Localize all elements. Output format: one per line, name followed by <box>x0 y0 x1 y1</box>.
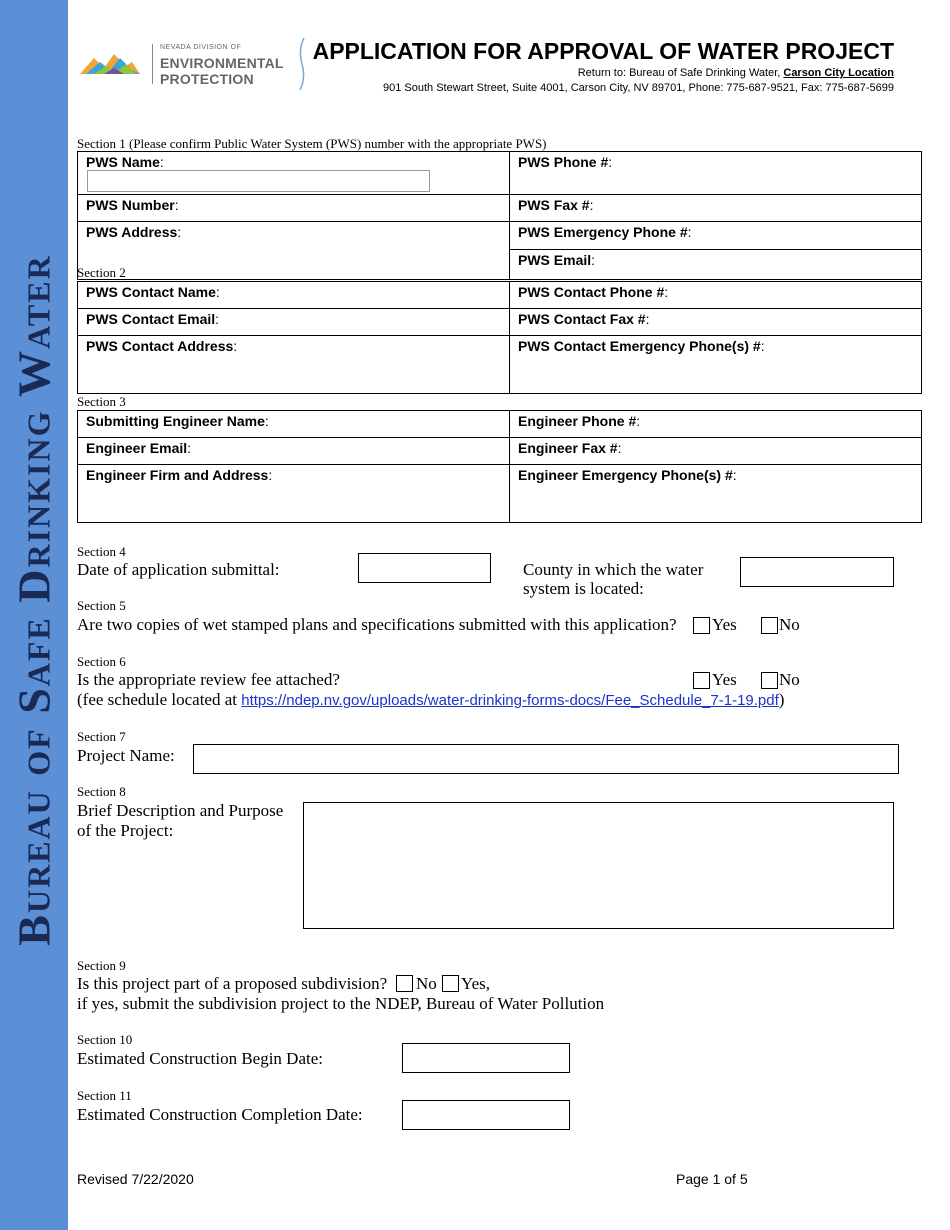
section-3-label: Section 3 <box>77 394 126 409</box>
engineer-fax-cell[interactable]: Engineer Fax #: <box>510 438 922 465</box>
revised-date: Revised 7/22/2020 <box>77 1171 194 1187</box>
project-name-question: Project Name: <box>77 746 175 765</box>
office-address: 901 South Stewart Street, Suite 4001, Carson City, NV 89701, Phone: 775-687-9521, Fax: 775-687-5699 <box>382 82 894 94</box>
fee-schedule-prefix: (fee schedule located at <box>77 690 242 709</box>
section-11-label: Section 11 <box>77 1088 132 1103</box>
section-1-label: Section 1 (Please confirm Public Water System (PWS) number with the appropriate PWS) <box>77 136 547 151</box>
section-4-label: Section 4 <box>77 544 126 559</box>
review-fee-question: Is the appropriate review fee attached? <box>77 670 340 689</box>
page-number: Page 1 of 5 <box>676 1171 748 1187</box>
subdivision-no-label: No <box>416 974 437 993</box>
sidebar-title: Bureau of Safe Drinking Water <box>8 254 60 946</box>
contact-phone-cell[interactable]: PWS Contact Phone #: <box>510 282 922 309</box>
pws-address-label: PWS Address <box>86 224 178 240</box>
pws-fax-cell[interactable]: PWS Fax #: <box>510 195 922 222</box>
description-question-line-1: Brief Description and Purpose <box>77 801 284 820</box>
page-title: APPLICATION FOR APPROVAL OF WATER PROJECT <box>312 38 894 64</box>
contact-name-cell[interactable]: PWS Contact Name: <box>78 282 510 309</box>
section-8-label: Section 8 <box>77 784 126 799</box>
contact-fax-label: PWS Contact Fax # <box>518 311 646 327</box>
wet-stamped-no-checkbox[interactable] <box>761 617 778 634</box>
pws-phone-cell[interactable]: PWS Phone #: <box>510 152 922 195</box>
contact-email-label: PWS Contact Email <box>86 311 216 327</box>
subdivision-yes-checkbox[interactable] <box>442 975 459 992</box>
pws-emergency-label: PWS Emergency Phone # <box>518 224 688 240</box>
begin-date-question: Estimated Construction Begin Date: <box>77 1049 323 1068</box>
engineer-firm-cell[interactable]: Engineer Firm and Address: <box>78 465 510 523</box>
review-fee-yes-checkbox[interactable] <box>693 672 710 689</box>
contact-phone-label: PWS Contact Phone # <box>518 284 665 300</box>
review-fee-no-label: No <box>779 670 800 689</box>
section-1-table <box>77 151 922 280</box>
review-fee-no-checkbox[interactable] <box>761 672 778 689</box>
pws-name-cell: PWS Name: <box>78 152 510 195</box>
project-description-textarea[interactable] <box>303 802 894 929</box>
engineer-phone-cell[interactable]: Engineer Phone #: <box>510 411 922 438</box>
engineer-emergency-cell[interactable]: Engineer Emergency Phone(s) #: <box>510 465 922 523</box>
sidebar-banner <box>0 0 68 1230</box>
section-10-label: Section 10 <box>77 1032 133 1047</box>
subdivision-no-checkbox[interactable] <box>396 975 413 992</box>
logo-divider <box>152 44 153 84</box>
section-7-label: Section 7 <box>77 729 126 744</box>
engineer-name-cell[interactable]: Submitting Engineer Name: <box>78 411 510 438</box>
subdivision-yes-label: Yes, <box>461 974 490 993</box>
pws-number-label: PWS Number <box>86 197 175 213</box>
contact-address-cell[interactable]: PWS Contact Address: <box>78 336 510 394</box>
return-to-line <box>578 67 894 79</box>
pws-fax-label: PWS Fax # <box>518 197 590 213</box>
pws-email-label: PWS Email <box>518 252 592 268</box>
header-bracket-icon <box>296 36 308 92</box>
carson-city-location-link[interactable]: Carson City Location <box>783 67 894 79</box>
description-question-line-2: of the Project: <box>77 821 174 840</box>
subdivision-note: if yes, submit the subdivision project to the NDEP, Bureau of Water Pollution <box>77 994 605 1013</box>
pws-name-input[interactable] <box>87 170 430 192</box>
return-to-text: Return to: Bureau of Safe Drinking Water, <box>577 67 784 79</box>
pws-phone-label: PWS Phone # <box>518 154 609 170</box>
section-9-label: Section 9 <box>77 958 126 973</box>
engineer-phone-label: Engineer Phone # <box>518 413 637 429</box>
engineer-fax-label: Engineer Fax # <box>518 440 618 456</box>
pws-number-cell[interactable]: PWS Number: <box>78 195 510 222</box>
engineer-email-cell[interactable]: Engineer Email: <box>78 438 510 465</box>
wet-stamped-yes-label: Yes <box>712 615 737 634</box>
engineer-name-label: Submitting Engineer Name <box>86 413 265 429</box>
section-2-label: Section 2 <box>77 265 126 280</box>
logo-line-1: ENVIRONMENTAL <box>160 55 284 71</box>
pws-address-cell[interactable]: PWS Address: <box>78 222 510 280</box>
section-3-table <box>77 410 922 523</box>
fee-schedule-line <box>77 690 784 710</box>
section-6-label: Section 6 <box>77 654 126 669</box>
engineer-emergency-label: Engineer Emergency Phone(s) # <box>518 467 733 483</box>
completion-date-input[interactable] <box>402 1100 570 1130</box>
county-input[interactable] <box>740 557 894 587</box>
contact-emergency-cell[interactable]: PWS Contact Emergency Phone(s) #: <box>510 336 922 394</box>
engineer-firm-label: Engineer Firm and Address <box>86 467 269 483</box>
completion-date-question: Estimated Construction Completion Date: <box>77 1105 363 1124</box>
wet-stamped-no-label: No <box>779 615 800 634</box>
pws-emergency-cell[interactable]: PWS Emergency Phone #: <box>510 222 922 250</box>
contact-address-label: PWS Contact Address <box>86 338 234 354</box>
submittal-date-input[interactable] <box>358 553 491 583</box>
fee-schedule-link[interactable]: https://ndep.nv.gov/uploads/water-drinking-forms-docs/Fee_Schedule_7-1-19.pdf <box>241 692 779 709</box>
section-2-table <box>77 281 922 394</box>
section-5-label: Section 5 <box>77 598 126 613</box>
mountain-logo-icon <box>80 50 140 76</box>
logo-small-text: NEVADA DIVISION OF <box>160 44 242 51</box>
wet-stamped-question: Are two copies of wet stamped plans and specifications submitted with this application? <box>77 615 677 634</box>
pws-name-label: PWS Name <box>86 154 160 170</box>
contact-name-label: PWS Contact Name <box>86 284 216 300</box>
county-question-line-2: system is located: <box>523 579 644 598</box>
pws-email-cell[interactable]: PWS Email: <box>510 250 922 280</box>
logo-line-2: PROTECTION <box>160 71 254 87</box>
county-question-line-1: County in which the water <box>523 560 704 579</box>
ndep-logo <box>80 38 290 94</box>
contact-fax-cell[interactable]: PWS Contact Fax #: <box>510 309 922 336</box>
begin-date-input[interactable] <box>402 1043 570 1073</box>
wet-stamped-yes-checkbox[interactable] <box>693 617 710 634</box>
fee-schedule-suffix: ) <box>778 690 785 709</box>
project-name-input[interactable] <box>193 744 899 774</box>
submittal-date-question: Date of application submittal: <box>77 560 280 579</box>
contact-email-cell[interactable]: PWS Contact Email: <box>78 309 510 336</box>
contact-emergency-label: PWS Contact Emergency Phone(s) # <box>518 338 761 354</box>
review-fee-yes-label: Yes <box>712 670 737 689</box>
engineer-email-label: Engineer Email <box>86 440 188 456</box>
subdivision-question: Is this project part of a proposed subdivision? <box>77 974 388 993</box>
